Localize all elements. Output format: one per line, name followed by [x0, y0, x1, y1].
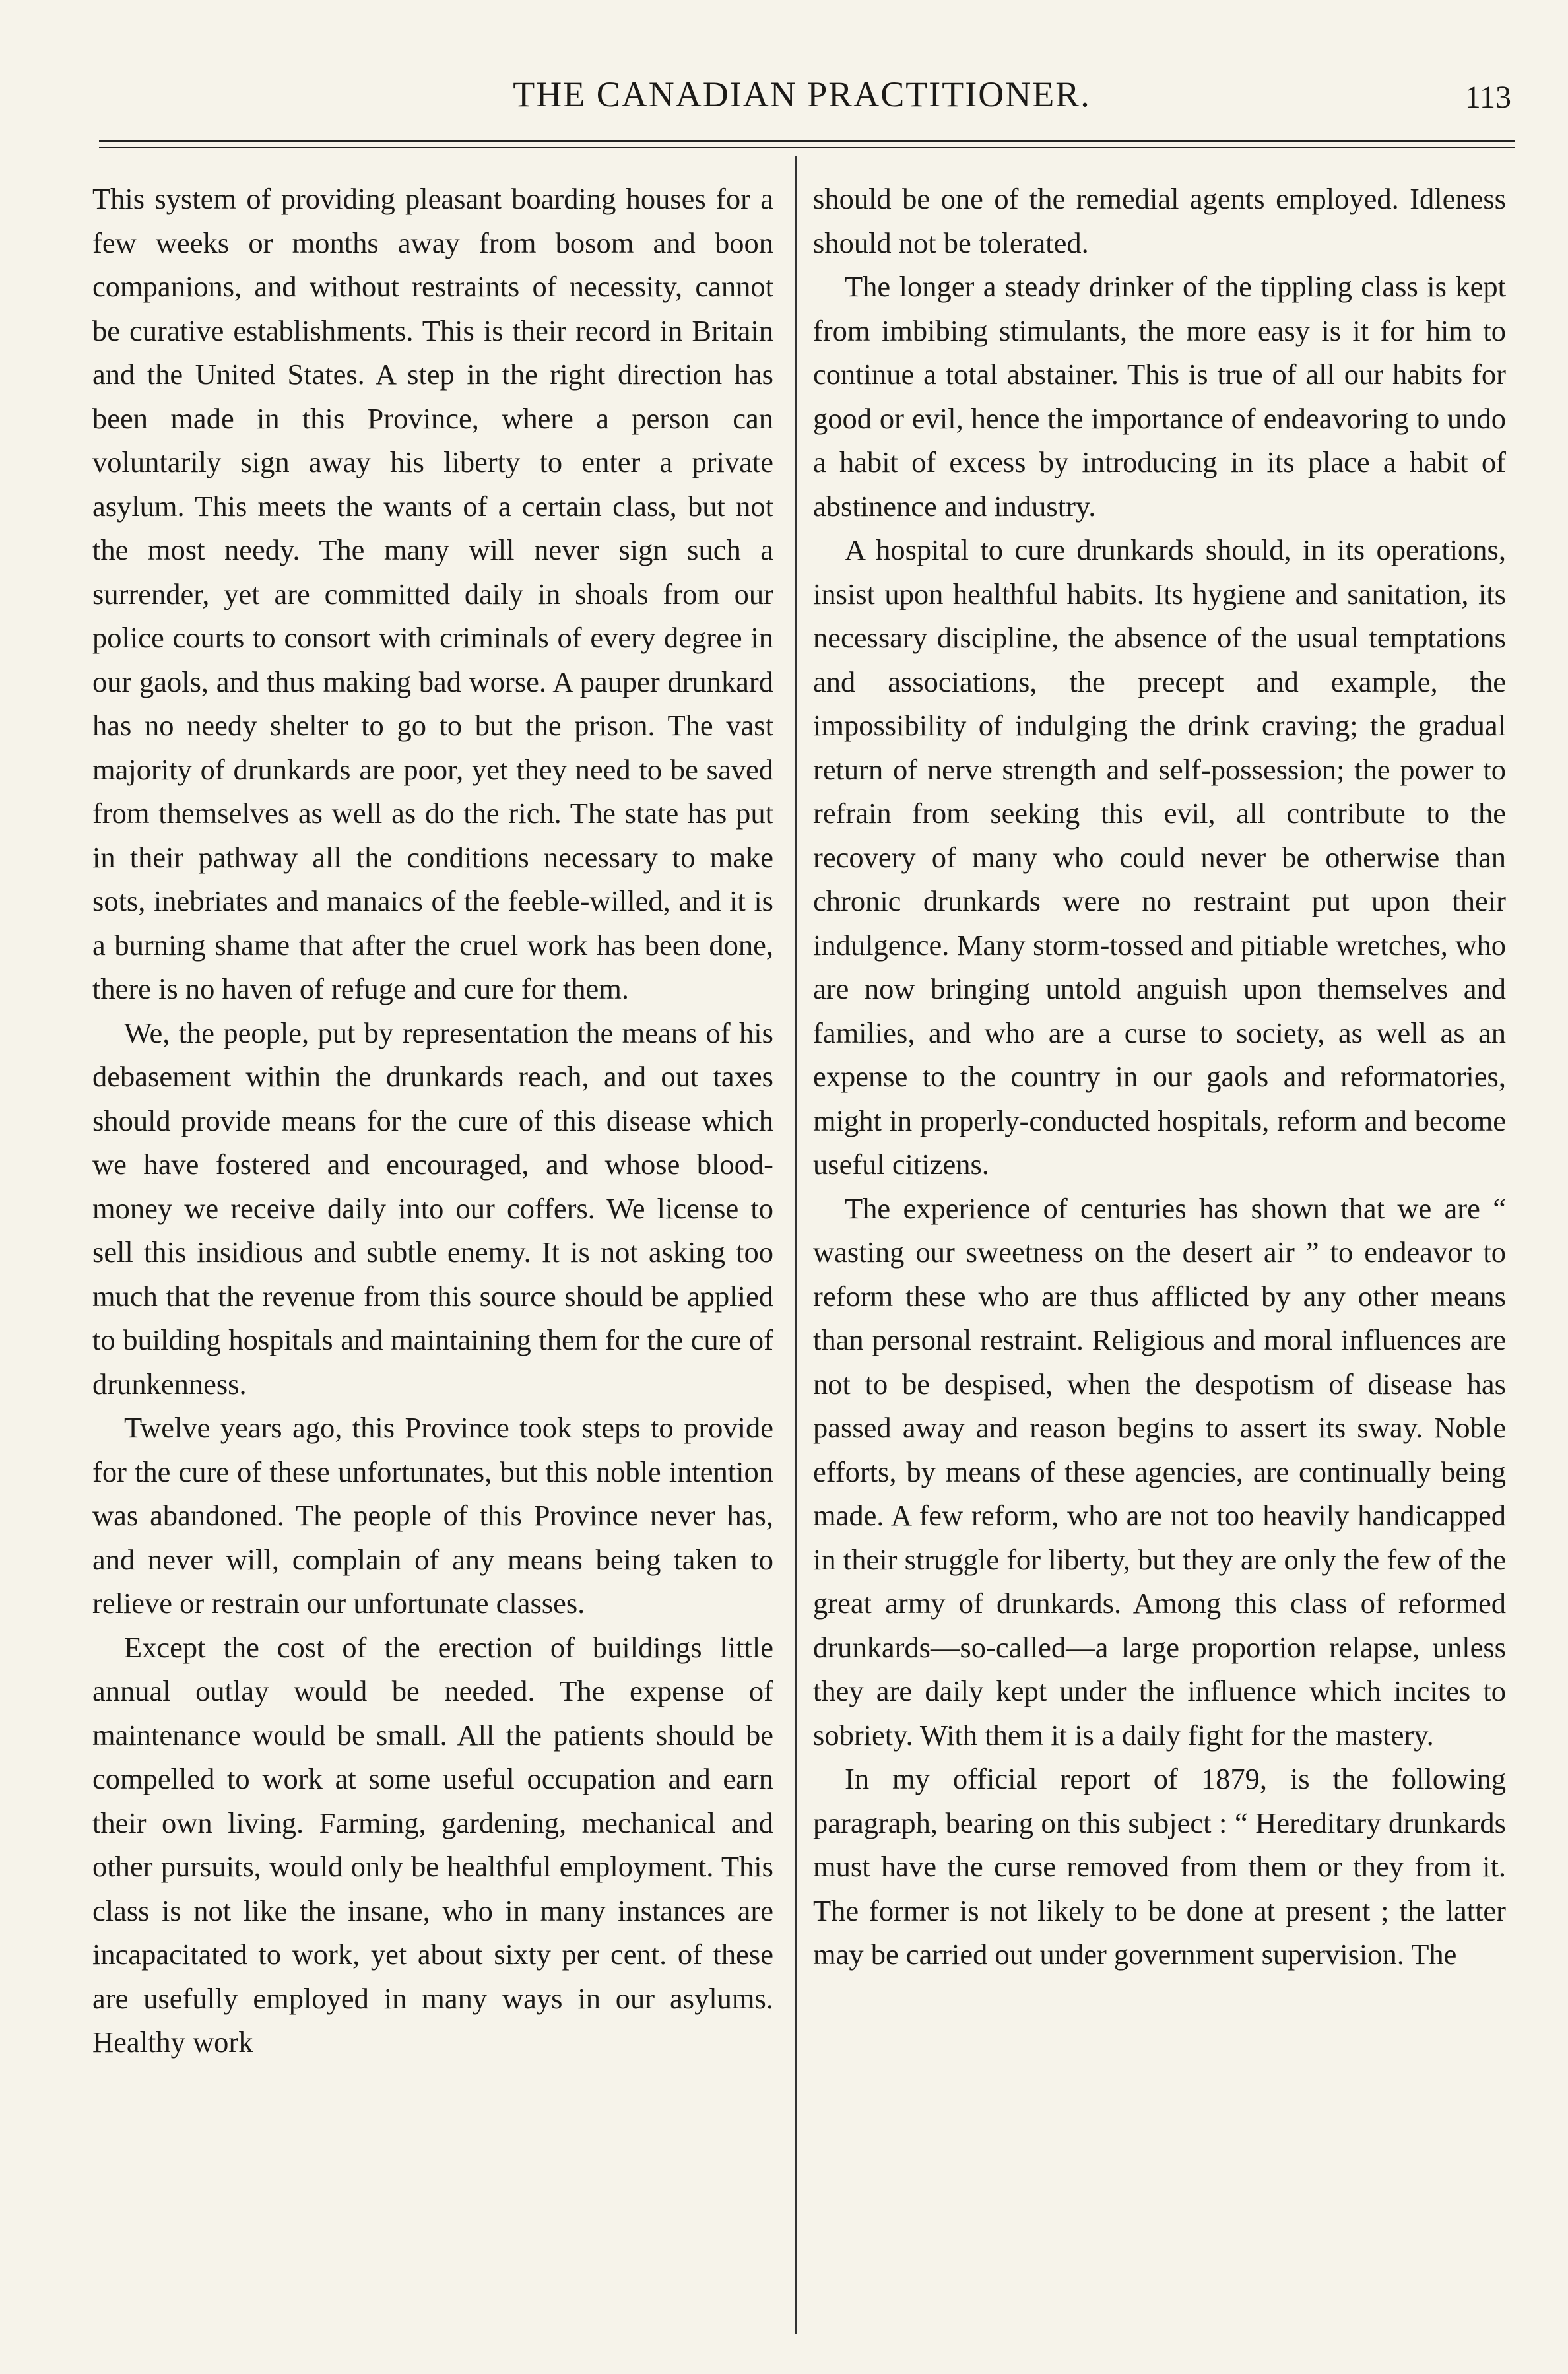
header-rule-bottom — [99, 147, 1515, 148]
left-paragraph-2: We, the people, put by representation the means of his debasement within the drunkards reach, and out taxes should provide means for the cure of this disease which we have fostered and encouraged, and whose blood-money we receive daily into our coffers. We license to sell this insidious and subtle enemy. It is not asking too much that the revenue from this source should be applied to building hospitals and maintaining them for the cure of drunkenness. — [92, 1016, 773, 1401]
right-paragraph-3: A hospital to cure drunkards should, in its operations, insist upon healthful habits. Its hygiene and sanitation, its necessary discipline, the absence of the usual temptations and associations, the precept and example, the impossibility of indulging the drink craving; the gradual return of nerve strength and self-possession; the power to refrain from seeking this evil, all contribute to the recovery of many who could never be otherwise than chronic drunkards were no restraint put upon their indulgence. Many storm-tossed and pitiable wretches, who are now bringing untold anguish upon themselves and families, and who are a curse to society, as well as an expense to the country in our gaols and reformatories, might in properly-conducted hospitals, reform and become useful citizens. — [813, 533, 1506, 1181]
left-paragraph-1: This system of providing pleasant boarding houses for a few weeks or months away from bosom and boon companions, and without restraints of necessity, cannot be curative establishments. This is their record in Britain and the United States. A step in the right direction has been made in this Province, where a person can voluntarily sign away his liberty to enter a private asylum. This meets the wants of a certain class, but not the most needy. The many will never sign such a surrender, yet are committed daily in shoals from our police courts to consort with criminals of every degree in our gaols, and thus making bad worse. A pauper drunkard has no needy shelter to go to but the prison. The vast majority of drunkards are poor, yet they need to be saved from themselves as well as do the rich. The state has put in their pathway all the conditions necessary to make sots, inebriates and manaics of the feeble-willed, and it is a burning shame that after the cruel work has been done, there is no haven of refuge and cure for them. — [92, 182, 773, 1005]
page-number: 113 — [1464, 80, 1511, 115]
right-paragraph-4: The experience of centuries has shown that we are “ wasting our sweetness on the desert air ” to endeavor to reform these who are thus afflicted by any other means than personal restraint. Religious and moral influences are not to be despised, when the despotism of disease has passed away and reason begins to assert its sway. Noble efforts, by means of these agencies, are continually being made. A few reform, who are not too heavily handicapped in their struggle for liberty, but they are only the few of the great army of drunkards. Among this class of reformed drunkards—so-called—a large proportion relapse, unless they are daily kept under the influence which incites to sobriety. With them it is a daily fight for the mastery. — [813, 1191, 1506, 1752]
journal-title: THE CANADIAN PRACTITIONER. — [513, 75, 1091, 114]
column-divider — [795, 156, 797, 2334]
right-column — [813, 177, 1506, 1977]
right-paragraph-5: In my official report of 1879, is the following paragraph, bearing on this subject : “ Hereditary drunkards must have the curse removed from them or they from it. The former is not likely to be done at present ; the latter may be carried out under government supervision. The — [813, 1762, 1506, 1971]
running-header — [92, 74, 1511, 127]
right-paragraph-2: The longer a steady drinker of the tippling class is kept from imbibing stimulants, the more easy is it for him to continue a total abstainer. This is true of all our habits for good or evil, hence the importance of endeavoring to undo a habit of excess by introducing in its place a habit of abstinence and industry. — [813, 270, 1506, 523]
left-paragraph-4: Except the cost of the erection of buildings little annual outlay would be needed. The expense of maintenance would be small. All the patients should be compelled to work at some useful occupation and earn their own living. Farming, gardening, mechanical and other pursuits, would only be healthful employment. This class is not like the insane, who in many instances are incapacitated to work, yet about sixty per cent. of these are usefully employed in many ways in our asylums. Healthy work — [92, 1630, 773, 2059]
header-rule-top — [99, 140, 1515, 142]
right-paragraph-1: should be one of the remedial agents employed. Idleness should not be tolerated. — [813, 182, 1506, 259]
left-paragraph-3: Twelve years ago, this Province took steps to provide for the cure of these unfortunates, but this noble intention was abandoned. The people of this Province never has, and never will, complain of any means being taken to relieve or restrain our unfortunate classes. — [92, 1411, 773, 1620]
left-column — [92, 177, 773, 2064]
